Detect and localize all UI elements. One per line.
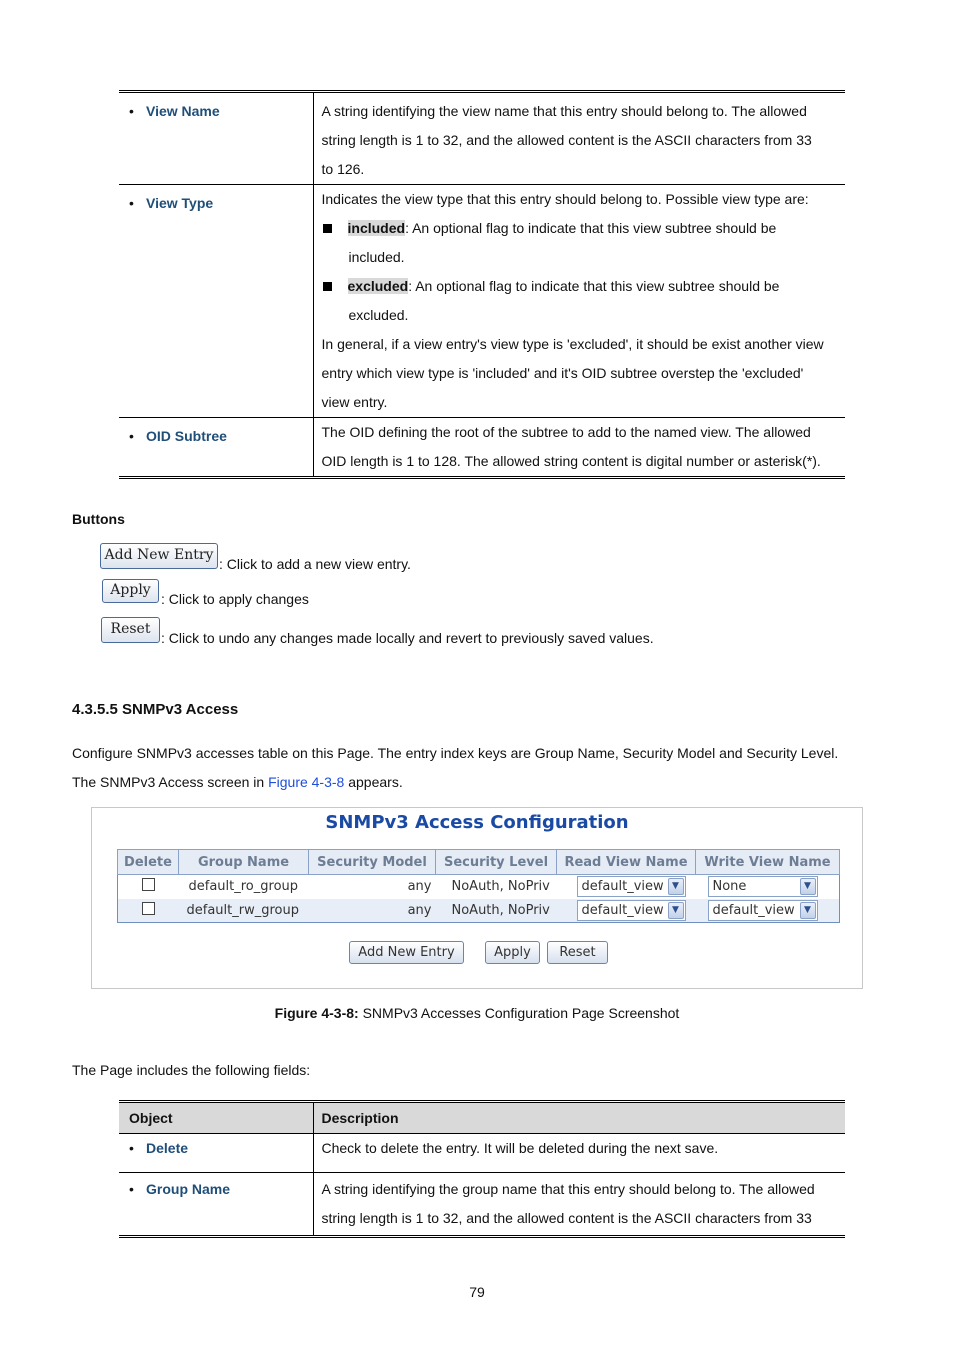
- desc-line: OID length is 1 to 128. The allowed string content is digital number or asterisk(*).: [321, 453, 821, 469]
- field-row-delete: [119, 1134, 845, 1173]
- desc-line: A string identifying the group name that this entry should belong to. The allowed: [321, 1181, 815, 1197]
- bullet: •: [129, 1140, 134, 1156]
- buttons-heading: Buttons: [72, 511, 125, 527]
- field-name: View Type: [146, 195, 214, 211]
- reset-button-sample[interactable]: Reset: [101, 617, 160, 643]
- desc-line: included.: [348, 249, 405, 265]
- access-table-header: [118, 850, 840, 875]
- delete-checkbox[interactable]: [142, 902, 155, 915]
- security-level-cell: NoAuth, NoPriv: [436, 875, 557, 899]
- col-delete: Delete: [118, 850, 179, 875]
- chevron-down-icon: ▼: [800, 902, 816, 919]
- table-row: [118, 899, 840, 923]
- access-fields-table: [119, 1100, 845, 1238]
- bullet: •: [129, 428, 134, 444]
- figure-caption: Figure 4-3-8: SNMPv3 Accesses Configuration Page Screenshot: [274, 1005, 680, 1021]
- option-excluded: excluded: An optional flag to indicate that this view subtree should be: [322, 272, 846, 301]
- field-row-view-type: [119, 185, 845, 418]
- reset-button[interactable]: Reset: [547, 941, 608, 964]
- bullet: •: [129, 195, 134, 211]
- add-new-entry-button-sample[interactable]: Add New Entry: [100, 543, 218, 569]
- security-model-cell: any: [309, 899, 436, 923]
- button-desc: : Click to add a new view entry.: [219, 556, 411, 572]
- desc-line: Check to delete the entry. It will be deleted during the next save.: [321, 1140, 719, 1156]
- field-row-oid-subtree: [119, 418, 845, 478]
- table-header: [119, 1102, 845, 1134]
- desc-line: entry which view type is 'included' and it's OID subtree overstep the 'excluded': [321, 365, 804, 381]
- field-name: View Name: [146, 103, 220, 119]
- field-name: Group Name: [146, 1181, 231, 1197]
- screenshot-title: SNMPv3 Access Configuration: [325, 812, 629, 833]
- desc-line: string length is 1 to 32, and the allowed content is the ASCII characters from 33: [321, 1210, 812, 1226]
- desc-line: The OID defining the root of the subtree to add to the named view. The allowed: [321, 424, 811, 440]
- snmpv3-access-screenshot: [91, 807, 863, 989]
- access-table: [117, 849, 840, 923]
- security-level-cell: NoAuth, NoPriv: [436, 899, 557, 923]
- field-name: OID Subtree: [146, 428, 227, 444]
- bullet: •: [129, 103, 134, 119]
- table-row: [118, 875, 840, 899]
- bullet: •: [129, 1181, 134, 1197]
- desc-line: view entry.: [321, 394, 388, 410]
- desc-line: Indicates the view type that this entry should belong to. Possible view type are:: [321, 191, 809, 207]
- section-title: 4.3.5.5 SNMPv3 Access: [72, 701, 239, 718]
- desc-line: string length is 1 to 32, and the allowed content is the ASCII characters from 33: [321, 132, 812, 148]
- write-view-select[interactable]: default_view ▼: [708, 900, 818, 921]
- col-security-level: Security Level: [436, 850, 557, 875]
- add-new-entry-button[interactable]: Add New Entry: [349, 941, 464, 964]
- header-object: Object: [119, 1102, 313, 1134]
- square-bullet-icon: [323, 282, 332, 291]
- intro-line: The SNMPv3 Access screen in Figure 4-3-8 appears.: [72, 774, 403, 790]
- square-bullet-icon: [323, 224, 332, 233]
- button-desc: : Click to undo any changes made locally and revert to previously saved values.: [161, 630, 654, 646]
- view-fields-table: [119, 90, 845, 479]
- col-security-model: Security Model: [309, 850, 436, 875]
- figure-link[interactable]: Figure 4-3-8: [268, 774, 345, 790]
- desc-line: A string identifying the view name that this entry should belong to. The allowed: [321, 103, 807, 119]
- write-view-select[interactable]: None ▼: [708, 876, 818, 897]
- option-included: included: An optional flag to indicate that this view subtree should be: [322, 214, 846, 243]
- field-row-group-name: [119, 1173, 845, 1237]
- button-desc: : Click to apply changes: [161, 591, 309, 607]
- group-name-cell: default_ro_group: [179, 875, 309, 899]
- field-name: Delete: [146, 1140, 189, 1156]
- col-group-name: Group Name: [179, 850, 309, 875]
- page-number: 79: [469, 1284, 485, 1300]
- delete-checkbox[interactable]: [142, 878, 155, 891]
- chevron-down-icon: ▼: [668, 902, 684, 919]
- col-read-view-name: Read View Name: [557, 850, 696, 875]
- col-write-view-name: Write View Name: [696, 850, 840, 875]
- read-view-select[interactable]: default_view ▼: [577, 900, 686, 921]
- field-row-view-name: [119, 92, 845, 185]
- desc-line: excluded.: [348, 307, 409, 323]
- group-name-cell: default_rw_group: [179, 899, 309, 923]
- chevron-down-icon: ▼: [668, 878, 684, 895]
- read-view-select[interactable]: default_view ▼: [577, 876, 686, 897]
- desc-line: to 126.: [321, 161, 365, 177]
- chevron-down-icon: ▼: [800, 878, 816, 895]
- desc-line: In general, if a view entry's view type is 'excluded', it should be exist another view: [321, 336, 824, 352]
- intro-line: Configure SNMPv3 accesses table on this Page. The entry index keys are Group Name, Security Model and Security Level.: [72, 745, 839, 761]
- apply-button-sample[interactable]: Apply: [102, 579, 159, 603]
- security-model-cell: any: [309, 875, 436, 899]
- header-description: Description: [313, 1102, 845, 1134]
- fields-intro: The Page includes the following fields:: [72, 1062, 311, 1078]
- apply-button[interactable]: Apply: [485, 941, 540, 964]
